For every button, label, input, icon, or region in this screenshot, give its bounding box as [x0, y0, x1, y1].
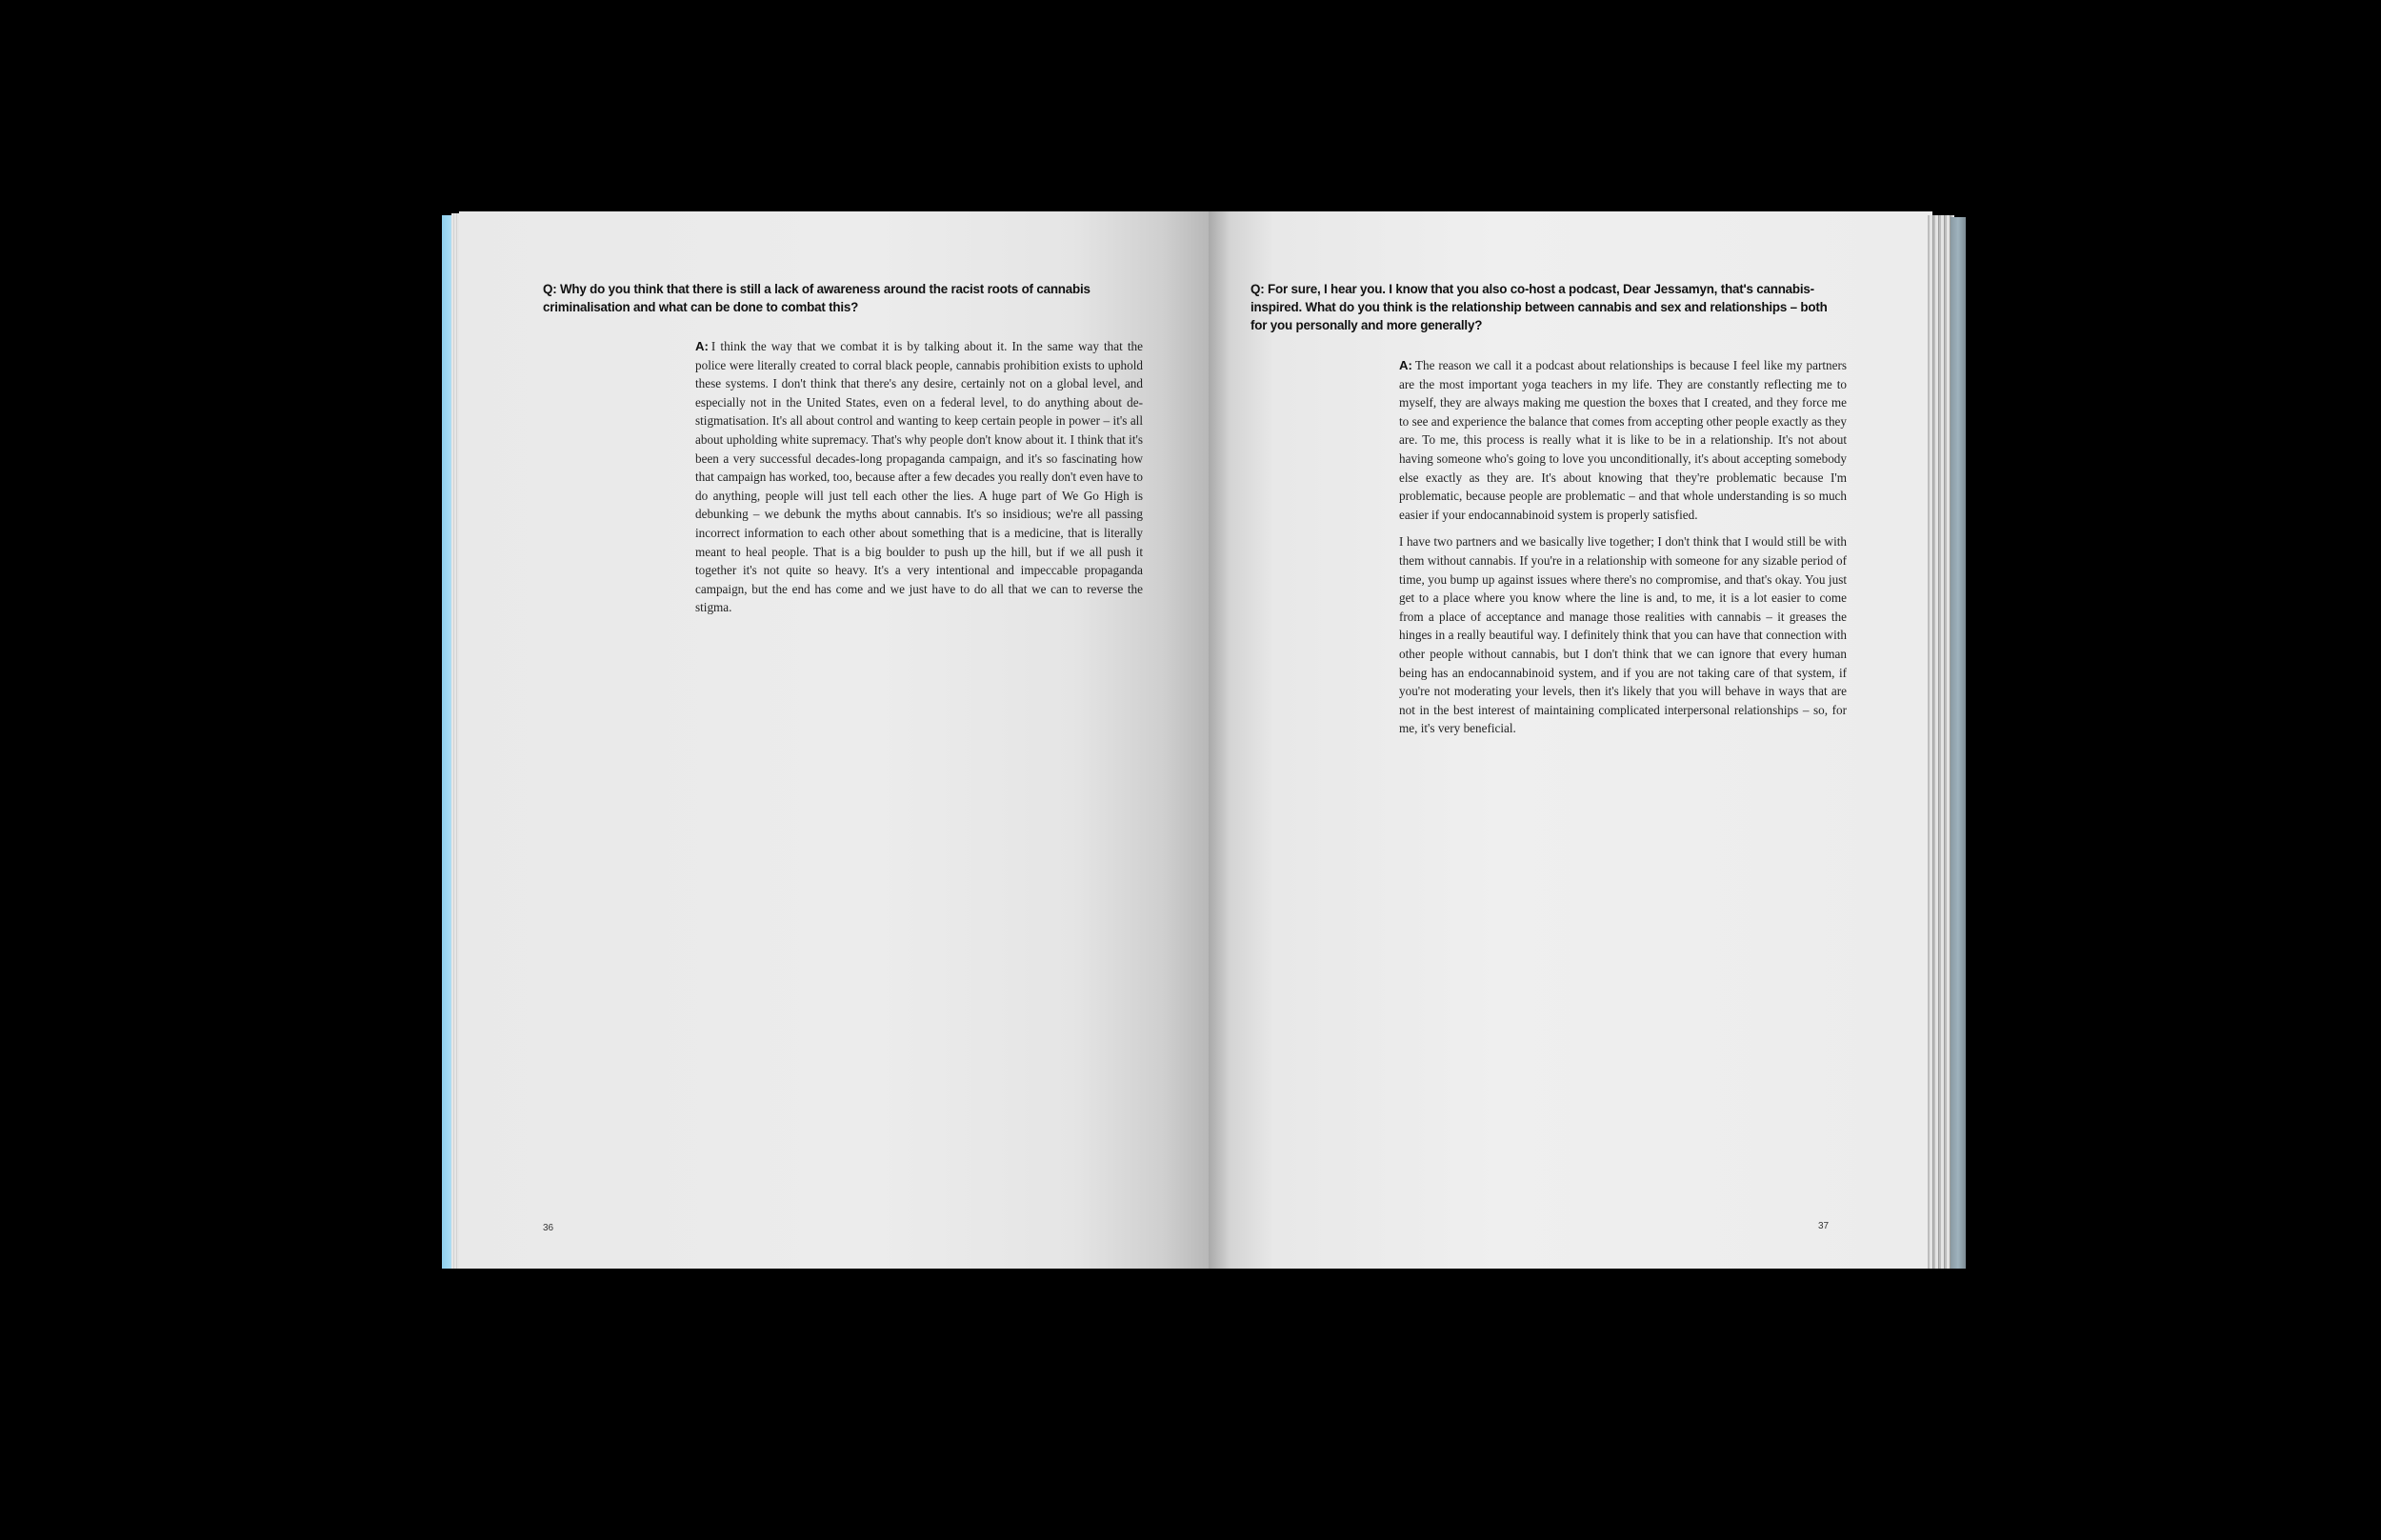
right-answer-paragraph-1 — [1399, 356, 1847, 524]
right-page-number: 37 — [1818, 1221, 1830, 1231]
right-answer-text-1: The reason we call it a podcast about relationships is because I feel like my partners are the most important yoga teachers in my life. They are constantly reflecting me to myself, they are always making me question the boxes that I created, and they force me to see and experience the balance that comes from accepting other people exactly as they are. To me, this process is really what it is like to be in a relationship. It's not about having someone who's going to love you unconditionally, it's about accepting somebody else exactly as they are. It's about knowing that they're problematic because I'm problematic, because people are problematic – and that whole understanding is so much easier if your endocannabinoid system is properly satisfied. — [1399, 358, 1847, 522]
right-answer-label: A: — [1399, 358, 1412, 372]
right-answer — [1399, 356, 1847, 747]
book-cover-edge-right — [1951, 217, 1966, 1269]
left-page — [459, 211, 1209, 1269]
left-answer-paragraph-1 — [695, 337, 1143, 617]
left-answer — [695, 337, 1143, 626]
left-answer-text-1: I think the way that we combat it is by talking about it. In the same way that the police were literally created to corral black people, cannabis prohibition exists to uphold these systems. I don't think that there's any desire, certainly not on a global level, and especially not in the United States, even on a federal level, to do anything about de-stigmatisation. It's all about control and wanting to keep certain people in power – it's all about upholding white supremacy. That's why people don't know about it. I think that it's been a very successful decades-long propaganda campaign, and it's so fascinating how that campaign has worked, too, because after a few decades you really don't even have to do anything, people will just tell each other the lies. A huge part of We Go High is debunking – we debunk the myths about cannabis. It's so insidious; we're all passing incorrect information to each other about something that is a medicine, that is literally meant to heal people. That is a big boulder to push up the hill, but if we all push it together it's not quite so heavy. It's a very intentional and impeccable propaganda campaign, but the end has come and we just have to do all that we can to reverse the stigma. — [695, 339, 1143, 615]
left-page-number: 36 — [543, 1223, 554, 1233]
right-answer-paragraph-2: I have two partners and we basically live together; I don't think that I would still be with them without cannabis. If you're in a relationship with someone for any sizable period of time, you bump up against issues where there's no compromise, and that's okay. You just get to a place where you know where the line is and, to me, it is a lot easier to come from a place of acceptance and manage those realities with cannabis – it greases the hinges in a really beautiful way. I definitely think that you can have that connection with other people without cannabis, but I don't think that we can ignore that every human being has an endocannabinoid system, and if you are not taking care of that system, if you're not moderating your levels, then it's likely that you will behave in ways that are not in the best interest of maintaining complicated interpersonal relationships – so, for me, it's very beneficial. — [1399, 534, 1847, 736]
right-question: Q: For sure, I hear you. I know that you also co-host a podcast, Dear Jessamyn, that's cannabis-inspired. What do you think is the relationship between cannabis and sex and relationships – both for you personally and more generally? — [1251, 282, 1828, 332]
open-book — [442, 211, 1966, 1269]
left-answer-label: A: — [695, 339, 709, 353]
right-page — [1209, 211, 1932, 1269]
left-question: Q: Why do you think that there is still a lack of awareness around the racist roots of cannabis criminalisation and what can be done to combat this? — [543, 282, 1090, 314]
